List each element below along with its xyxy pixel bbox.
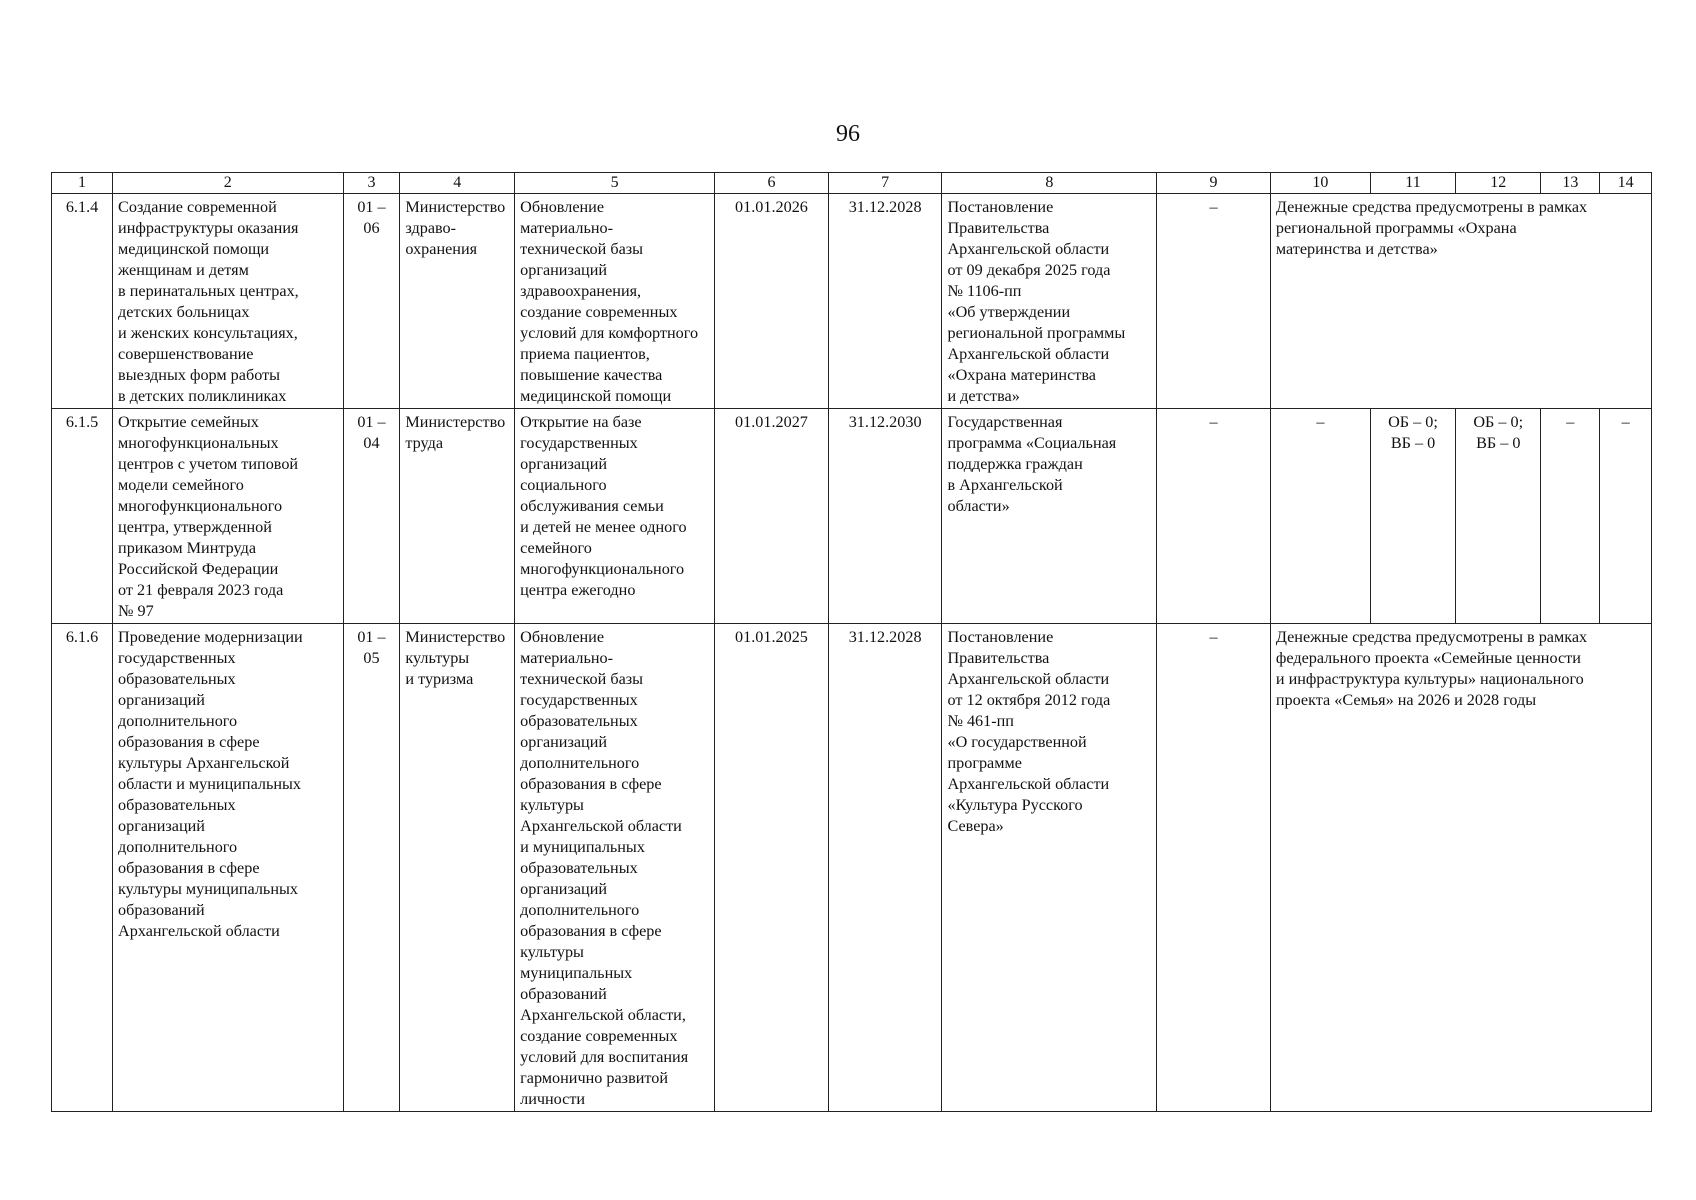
code-cell: 01 – 04 [343, 409, 400, 624]
column-header: 5 [515, 173, 715, 194]
executor-cell: Министерство труда [400, 409, 515, 624]
col9-cell: – [1157, 194, 1271, 409]
document-cell: Постановление Правительства Архангельской области от 09 декабря 2025 года № 1106-пп «Об утверждении региональной программы Архангельской области «Охрана материнства и детства» [942, 194, 1157, 409]
column-header: 11 [1370, 173, 1455, 194]
column-header: 7 [828, 173, 942, 194]
end-date-cell: 31.12.2028 [828, 624, 942, 1112]
start-date-cell: 01.01.2026 [715, 194, 829, 409]
row-number: 6.1.4 [52, 194, 113, 409]
end-date-cell: 31.12.2028 [828, 194, 942, 409]
funding-note-cell: Денежные средства предусмотрены в рамках федерального проекта «Семейные ценности и инфраструктура культуры» национального проекта «Семья» на 2026 и 2028 годы [1270, 624, 1651, 1112]
column-header: 9 [1157, 173, 1271, 194]
end-date-cell: 31.12.2030 [828, 409, 942, 624]
row-number: 6.1.5 [52, 409, 113, 624]
col12-cell: ОБ – 0; ВБ – 0 [1456, 409, 1541, 624]
col9-cell: – [1157, 409, 1271, 624]
event-cell: Создание современной инфраструктуры оказания медицинской помощи женщинам и детям в перинатальных центрах, детских больницах и женских консультациях, совершенствование выездных форм работы в детских поликлиниках [113, 194, 344, 409]
code-cell: 01 – 06 [343, 194, 400, 409]
column-header: 8 [942, 173, 1157, 194]
event-cell: Проведение модернизации государственных образовательных организаций дополнительного образования в сфере культуры Архангельской области и муниципальных образовательных организаций дополнительного образования в сфере культуры муниципальных образований Архангельской области [113, 624, 344, 1112]
col13-cell: – [1541, 409, 1600, 624]
result-cell: Обновление материально- технической базы организаций здравоохранения, создание современных условий для комфортного приема пациентов, повышение качества медицинской помощи [515, 194, 715, 409]
column-header: 2 [113, 173, 344, 194]
document-table [51, 172, 1652, 1112]
result-cell: Обновление материально- технической базы государственных образовательных организаций дополнительного образования в сфере культуры Архангельской области и муниципальных образовательных организаций дополнительного образования в сфере культуры муниципальных образований Архангельской области, создание современных условий для воспитания гармонично развитой личности [515, 624, 715, 1112]
executor-cell: Министерство здраво- охранения [400, 194, 515, 409]
column-header: 3 [343, 173, 400, 194]
column-header: 13 [1541, 173, 1600, 194]
column-header: 6 [715, 173, 829, 194]
column-header: 1 [52, 173, 113, 194]
table-row [52, 409, 1652, 624]
start-date-cell: 01.01.2027 [715, 409, 829, 624]
row-number: 6.1.6 [52, 624, 113, 1112]
table-row [52, 194, 1652, 409]
col11-cell: ОБ – 0; ВБ – 0 [1370, 409, 1455, 624]
event-cell: Открытие семейных многофункциональных центров с учетом типовой модели семейного многофункционального центра, утвержденной приказом Минтруда Российской Федерации от 21 февраля 2023 года № 97 [113, 409, 344, 624]
start-date-cell: 01.01.2025 [715, 624, 829, 1112]
funding-note-cell: Денежные средства предусмотрены в рамках региональной программы «Охрана материнства и детства» [1270, 194, 1651, 409]
col9-cell: – [1157, 624, 1271, 1112]
column-header: 12 [1456, 173, 1541, 194]
result-cell: Открытие на базе государственных организаций социального обслуживания семьи и детей не менее одного семейного многофункционального центра ежегодно [515, 409, 715, 624]
document-cell: Постановление Правительства Архангельской области от 12 октября 2012 года № 461-пп «О государственной программе Архангельской области «Культура Русского Севера» [942, 624, 1157, 1112]
document-cell: Государственная программа «Социальная поддержка граждан в Архангельской области» [942, 409, 1157, 624]
page-number: 96 [836, 121, 860, 147]
table-row [52, 624, 1652, 1112]
column-header: 14 [1600, 173, 1652, 194]
col14-cell: – [1600, 409, 1652, 624]
executor-cell: Министерство культуры и туризма [400, 624, 515, 1112]
column-header: 4 [400, 173, 515, 194]
code-cell: 01 – 05 [343, 624, 400, 1112]
column-number-row [52, 173, 1652, 194]
column-header: 10 [1270, 173, 1370, 194]
col10-cell: – [1270, 409, 1370, 624]
